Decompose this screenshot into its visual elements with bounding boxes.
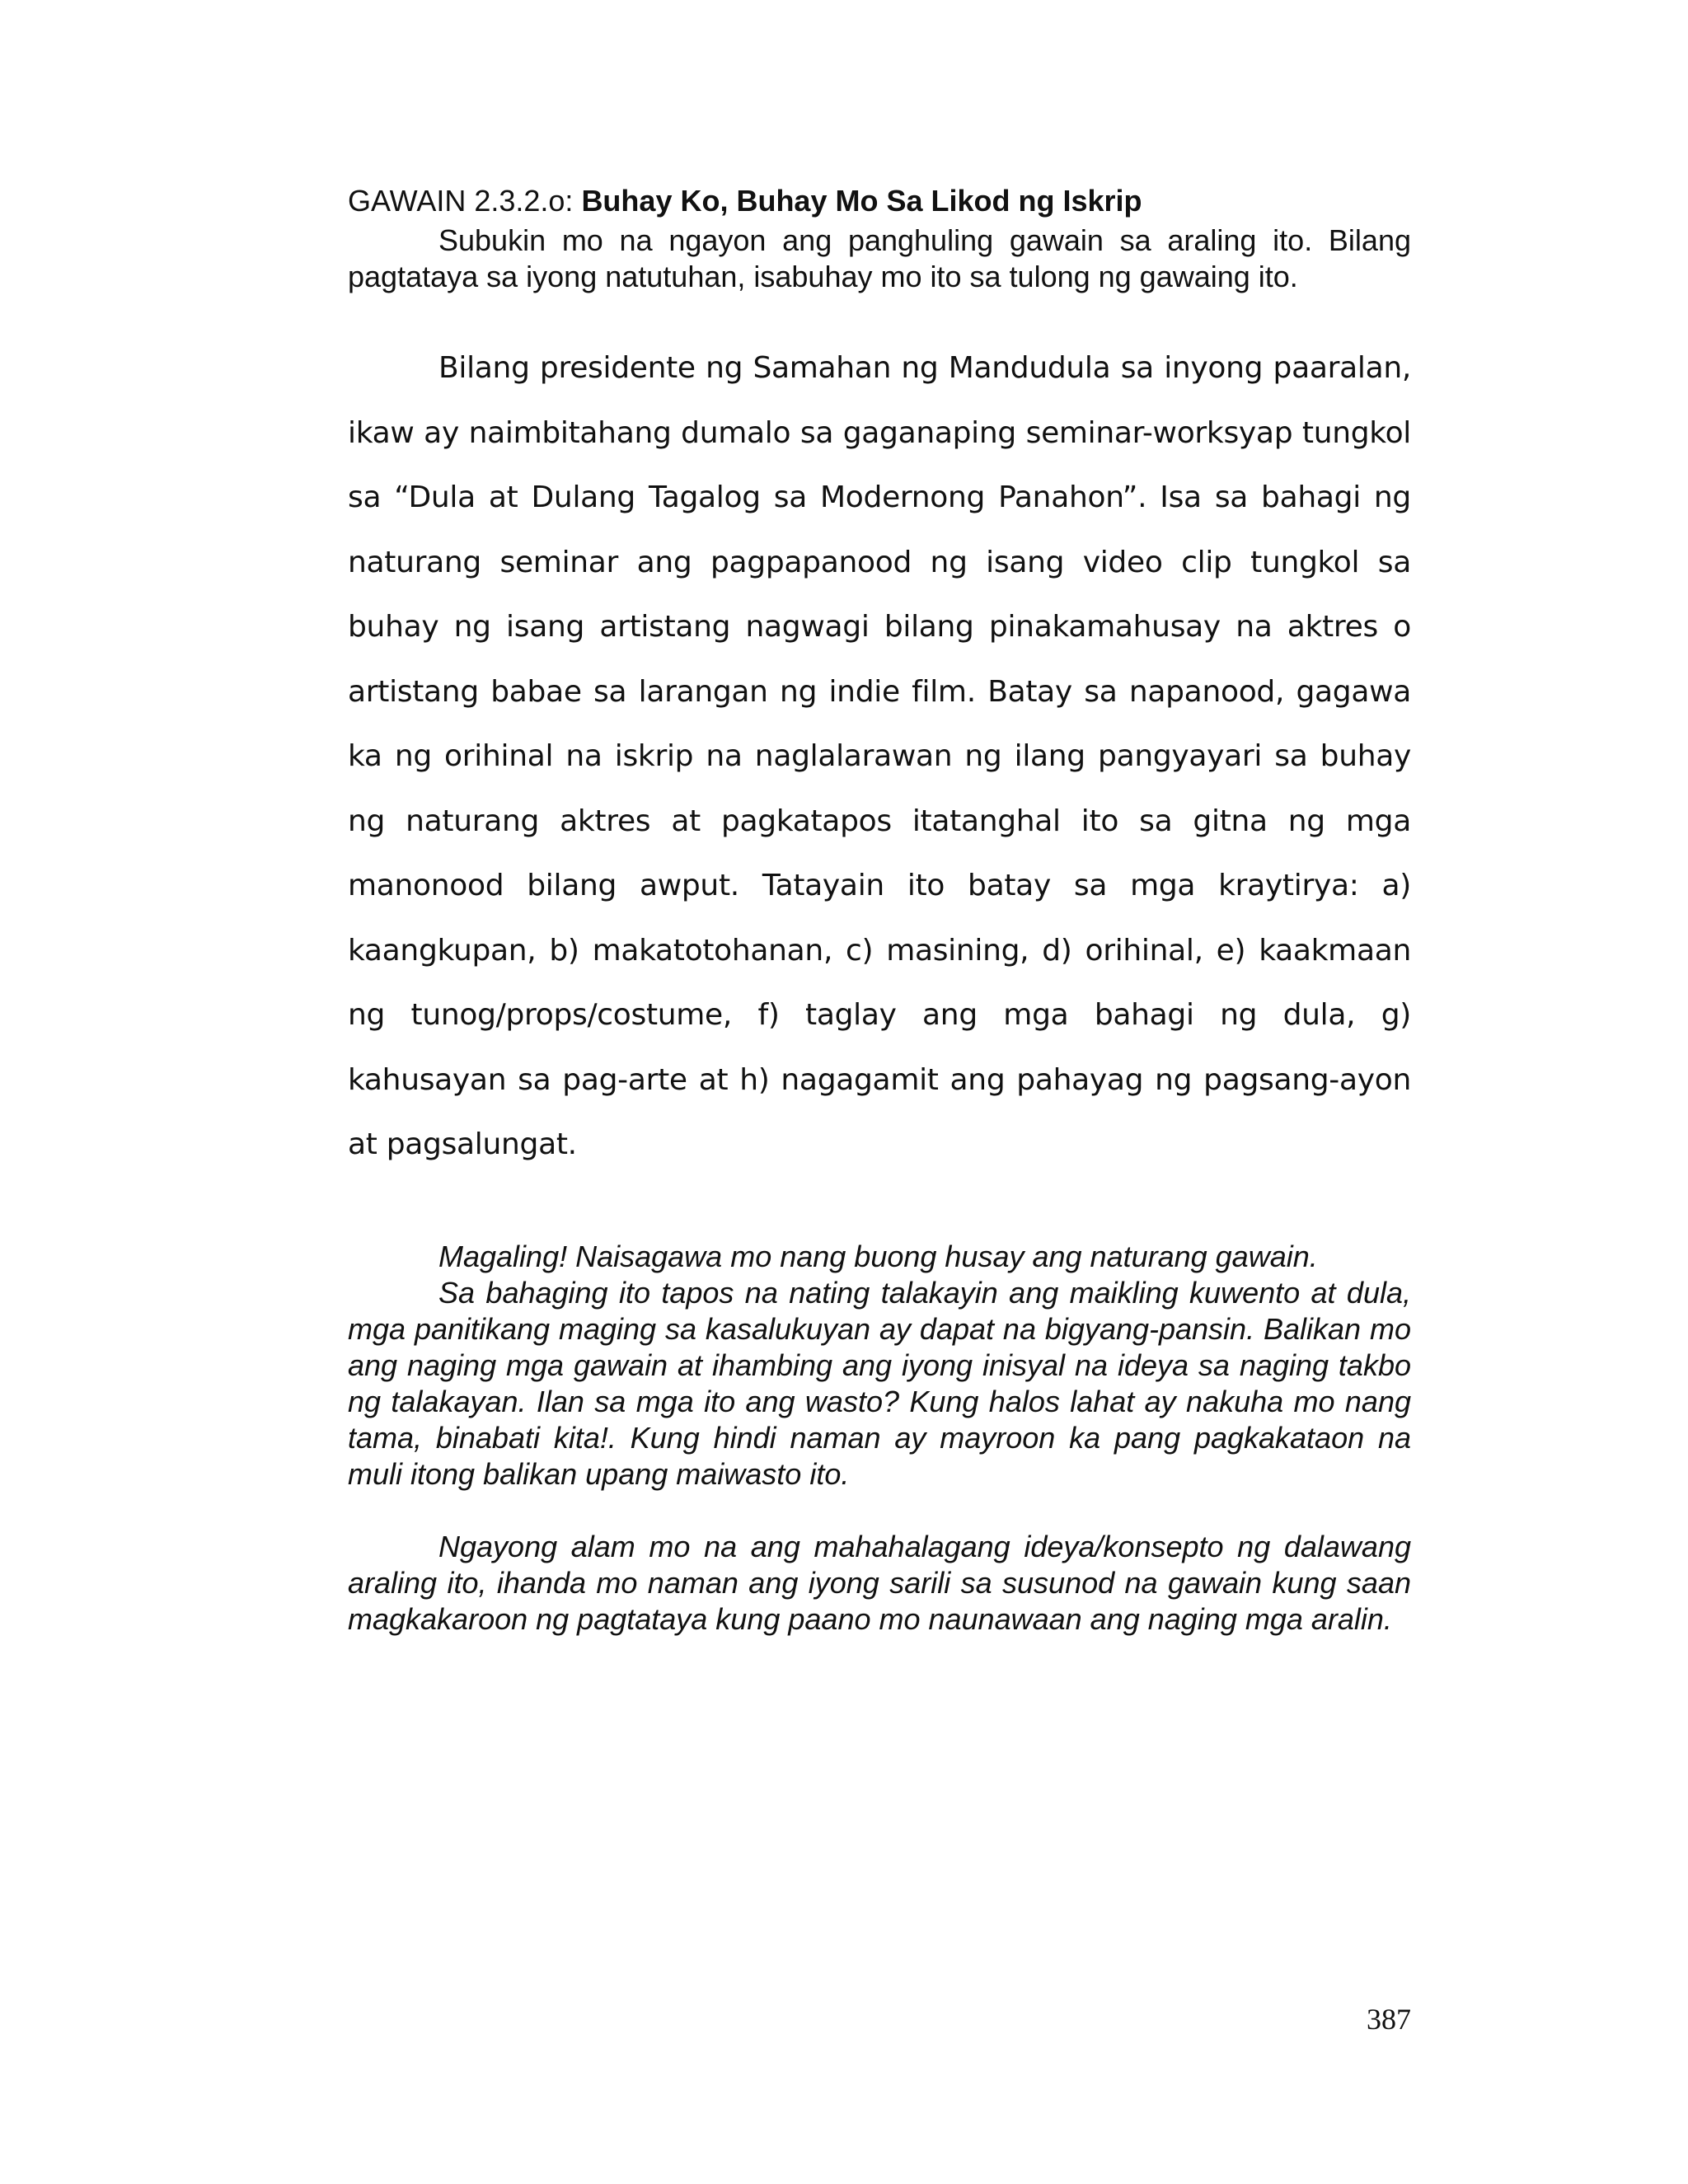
intro-paragraph: Subukin mo na ngayon ang panghuling gawain sa araling ito. Bilang pagtataya sa iyong natutuhan, isabuhay mo ito sa tulong ng gawaing ito. [348, 223, 1411, 293]
task-paragraph: Bilang presidente ng Samahan ng Mandudula sa inyong paaralan, ikaw ay naimbitahang dumalo sa gaganaping seminar-worksyap tungkol sa “Dula at Dulang Tagalog sa Modernong Panahon”. Isa sa bahagi ng naturang seminar ang pagpapanood ng isang video clip tungkol sa buhay ng isang artistang nagwagi bilang pinakamahusay na aktres o artistang babae sa larangan ng indie film. Batay sa napanood, gagawa ka ng orihinal na iskrip na naglalarawan ng ilang pangyayari sa buhay ng naturang aktres at pagkatapos itatanghal ito sa gitna ng mga manonood bilang awput. Tatayain ito batay sa mga kraytirya: a) kaangkupan, b) makatotohanan, c) masining, d) orihinal, e) kaakmaan ng tunog/props/costume, f) taglay ang mga bahagi ng dula, g) kahusayan sa pag-arte at h) nagagamit ang pahayag ng pagsang-ayon at pagsalungat. [348, 351, 1411, 1161]
closing-section [348, 1239, 1411, 1638]
page-number: 387 [1367, 2003, 1411, 2036]
activity-heading [348, 183, 1411, 219]
page-content [348, 183, 1411, 1638]
activity-title: Buhay Ko, Buhay Mo Sa Likod ng Iskrip [581, 184, 1142, 218]
reflection-paragraph: Sa bahaging ito tapos na nating talakayin ang maikling kuwento at dula, mga panitikang maging sa kasalukuyan ay dapat na bigyang-pansin. Balikan mo ang naging mga gawain at ihambing ang iyong inisyal na ideya sa naging takbo ng talakayan. Ilan sa mga ito ang wasto? Kung halos lahat ay nakuha mo nang tama, binabati kita!. Kung hindi naman ay mayroon ka pang pagkakataon na muli itong balikan upang maiwasto ito. [348, 1275, 1411, 1491]
praise-line: Magaling! Naisagawa mo nang buong husay ang naturang gawain. [438, 1239, 1318, 1273]
activity-code: GAWAIN 2.3.2.o: [348, 184, 582, 218]
next-lesson-paragraph: Ngayong alam mo na ang mahahalagang ideya/konsepto ng dalawang araling ito, ihanda mo naman ang iyong sarili sa susunod na gawain kung saan magkakaroon ng pagtataya kung paano mo naunawaan ang naging mga aralin. [348, 1529, 1411, 1636]
